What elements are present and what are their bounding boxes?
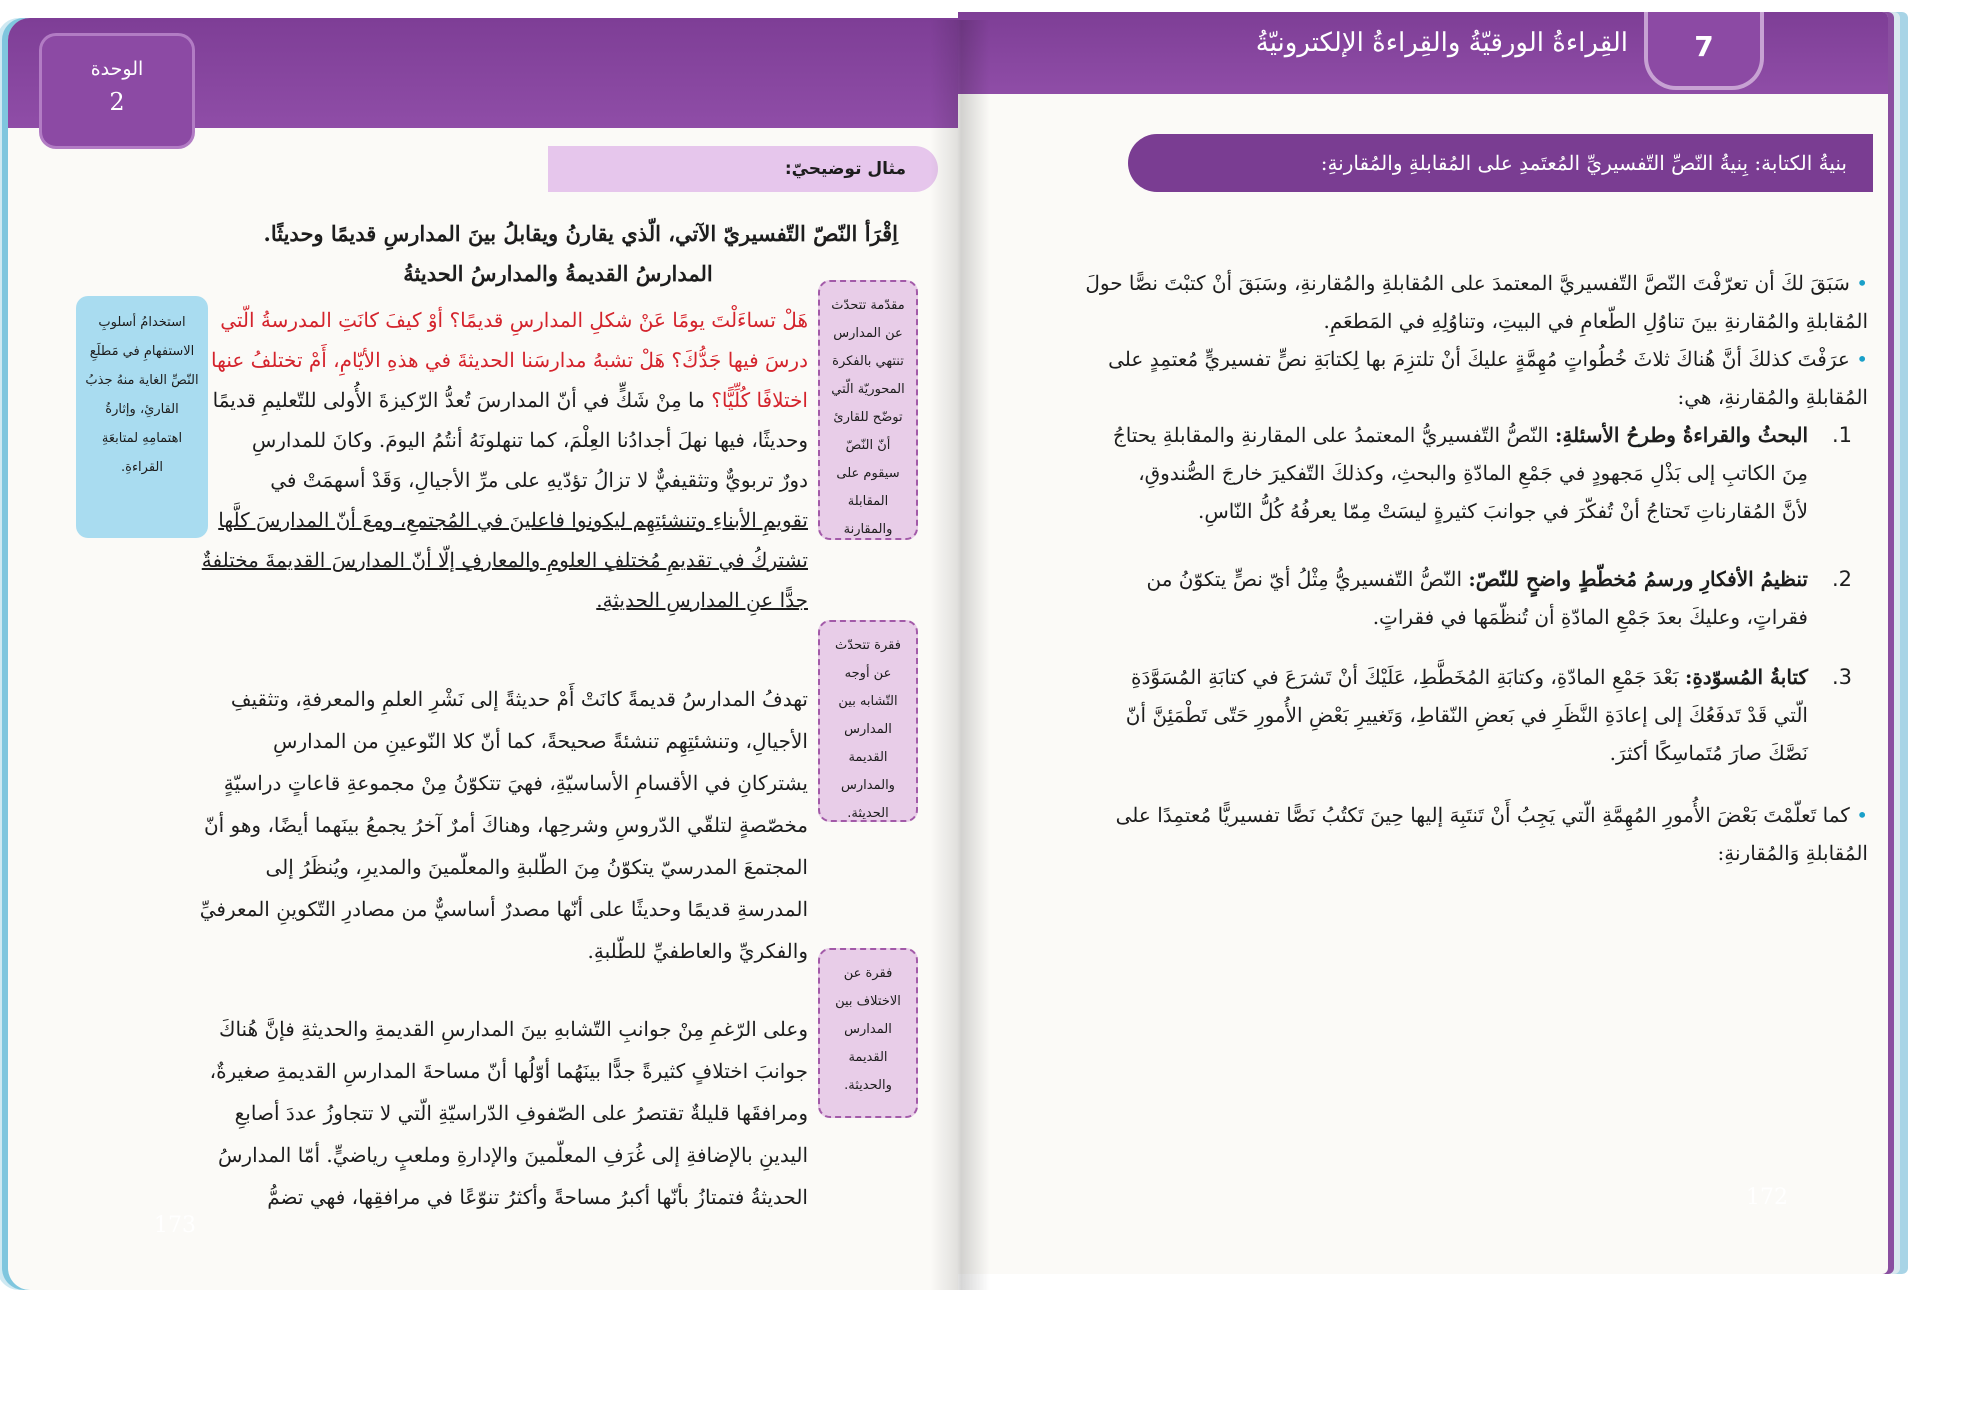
step-2-number: 2. [1831, 567, 1852, 591]
bullet-1 [1078, 264, 1868, 340]
text-title: المدارسُ القديمةُ والمدارسُ الحديثةُ [403, 261, 713, 286]
right-page-number: 172 [1728, 1162, 1806, 1234]
side-note-differences: فقرة عن الاختلاف بين المدارس القديمة والحديثة. [818, 948, 918, 1118]
intro-line-4: وحديثًا، فيها نهلَ أجدادُنا العِلْمَ، كما تنهلونَهُ أنتُمُ اليومَ. وكانَ للمدارسِ [251, 428, 808, 452]
step-3-body: بَعْدَ جَمْعِ المادّةِ، وكتابَةِ المُخَطَّطِ، عَلَيْكَ أنْ تَشرَعَ في كتابَةِ المُسَوَّدَةِ الّتي قَدْ تَدفَعُكَ إلى إعادَةِ النَّظَرِ في بَعضِ النّقاطِ، وَتَغييرِ بَعْضِ الأُمورِ حَتّى تَطْمَئِنَّ أنّ نَصَّكَ صارَ مُتَماسِكًا أكثرَ. [1125, 665, 1808, 765]
step-1-body: النّصُّ التّفسيريُّ المعتمدُ على المقارنةِ والمقابلةِ يحتاجُ مِنَ الكاتبِ إلى بَذْلِ مَجهودٍ في جَمْعِ المادّةِ والبحثِ، وكذلكَ التّفكيرَ خارجَ الصُّندوقِ، لأنَّ المُقارناتِ تَحتاجُ أنْ تُفكّرَ في جوانبَ كثيرةٍ ليسَتْ مِمّا يعرفُهُ كُلُّ النّاسِ. [1112, 423, 1808, 523]
bullet-1-text: سَبَقَ لكَ أن تعرّفْتَ النّصَّ التّفسيريَّ المعتمدَ على المُقابلةِ والمُقارنةِ، وسَبَقَ أنْ كتبْتَ نصًّا حولَ المُقابلةِ والمُقارنةِ بينَ تناوُلِ الطّعامِ في البيتِ، وتناوُلِهِ في المَطعَمِ. [1085, 271, 1868, 333]
bullet-3 [1078, 796, 1868, 872]
intro-line-2: درسَ فيها جَدُّكَ؟ هَلْ تشبهُ مدارسَنا الحديثةَ في هذهِ الأيّامِ، أَمْ تختلفُ عنها [211, 348, 808, 372]
intro-line-6: تقويمِ الأبناءِ وتنشئتِهِم ليكونوا فاعلينَ في المُجتمعِ، ومعَ أنّ المدارسَ كلَّها [218, 508, 808, 532]
unit-label: الوحدة [90, 58, 144, 80]
bullet-dot: • [1856, 803, 1868, 827]
left-page [8, 18, 958, 1290]
chapter-number: 7 [1648, 12, 1760, 86]
step-3 [1108, 658, 1852, 772]
unit-badge [42, 36, 192, 146]
step-3-number: 3. [1831, 665, 1852, 689]
instruction: اِقْرَأ النّصّ التّفسيريّ الآتي، الّذي يقارنُ ويقابلُ بينَ المدارسِ قديمًا وحديثًا. [263, 221, 898, 246]
blue-note-question-style: استخدامُ أسلوبِ الاستفهامِ في مَطلَعِ النّصِّ الغاية منهُ جذبُ القارئِ، وإثارةُ اهتمامِهِ لمتابعَةِ القراءةِ. [76, 296, 208, 538]
intro-line-3 [168, 380, 808, 420]
intro-line-7: تشتركُ في تقديمِ مُختلفِ العلومِ والمعارفِ إلّا أنّ المدارسَ القديمةَ مختلفةٌ [201, 548, 808, 572]
intro-line-1: هَلْ تساءَلْتَ يومًا عَنْ شكلِ المدارسِ قديمًا؟ أوْ كيفَ كانَتِ المدرسةُ الّتي [220, 308, 808, 332]
bullet-dot: • [1856, 347, 1868, 371]
intro-line-3-rest: ما مِنْ شَكٍّ في أنّ المدارسَ تُعدُّ الرّكيزةَ الأُولى للتّعليمِ قديمًا [212, 388, 712, 412]
section-title: بنيةُ الكتابة: بِنيةُ النّصِّ التّفسيريِّ المُعتَمدِ على المُقابلةِ والمُقارنةِ: [1128, 134, 1873, 192]
intro-question-end: اختلافًا كُلِّيًّا؟ [711, 388, 808, 412]
intro-line-5: دورٌ تربويٌّ وتثقيفيٌّ لا تزالُ تؤدّيهِ على مرِّ الأجيالِ، وَقَدْ أسهمَتْ في [270, 468, 808, 492]
bullet-dot: • [1856, 271, 1868, 295]
book-spine [930, 20, 990, 1290]
side-note-introduction: مقدّمة تتحدّث عن المدارس تنتهي بالفكرة المحوريّة الّتي توضّح للقارئ أنّ النّصّ سيقوم على المقابلة والمقارنة [818, 280, 918, 540]
left-page-number: 173 [136, 1190, 214, 1262]
right-page [958, 12, 1888, 1274]
step-2-heading: تنظيمُ الأفكارِ ورسمُ مُخطّطٍ واضحٍ للنّصّ: [1468, 567, 1808, 591]
step-1-number: 1. [1831, 423, 1852, 447]
unit-number: 2 [109, 88, 125, 116]
step-2-body: النّصُّ التّفسيريُّ مِثْلُ أيّ نصٍّ يتكوّنُ من فقراتٍ، وعليكَ بعدَ جَمْعِ المادّةِ أن تُنظّمَها في فقراتٍ. [1146, 567, 1808, 629]
side-note-similarities: فقرة تتحدّث عن أوجه التّشابه بين المدارس القديمة والمدارس الحديثة. [818, 620, 918, 822]
bullet-2 [1078, 340, 1868, 416]
step-2 [1108, 560, 1852, 636]
intro-line-8: جدًّا عنِ المدارسِ الحديثةِ. [596, 588, 808, 612]
step-3-heading: كتابةُ المُسوّدةِ: [1684, 665, 1808, 689]
paragraph-differences: وعلى الرّغمِ مِنْ جوانبِ التّشابهِ بينَ المدارسِ القديمةِ والحديثةِ فإنَّ هُناكَ جوانبَ اختلافٍ كثيرةً جدًّا بينَهُما أوّلُها أنّ مساحةَ المدارسِ القديمةِ صغيرةٌ، ومرافقَها قليلةٌ تقتصرُ على الصّفوفِ الدّراسيّةِ الّتي لا تتجاوزُ عددَ أصابعِ اليدينِ بالإضافةِ إلى غُرَفِ المعلّمينَ والإدارةِ وملعبٍ رياضيٍّ. أمّا المدارسُ الحديثةُ فتمتازُ بأنّها أكبرُ مساحةً وأكثرُ تنوّعًا في مرافقِها، فهي تضمُّ [209, 1017, 808, 1209]
step-1 [1108, 416, 1852, 530]
bullet-3-text: كما تَعلّمْتَ بَعْضَ الأُمورِ المُهِمَّةِ الّتي يَجِبُ أَنْ تَنتَبِهَ إليها حِينَ تَكتُبُ نَصًّا تفسيريًّا مُعتمِدًا على المُقابلةِ وَالمُقارنةِ: [1115, 803, 1868, 865]
bullet-2-text: عرَفْتَ كذلكَ أنَّ هُناكَ ثلاثَ خُطُواتٍ مُهِمَّةٍ عليكَ أنْ تلتزِمَ بها لِكتابَةِ نصٍّ تفسيريٍّ مُعتمِدٍ على المُقابلةِ والمُقارنةِ، هي: [1108, 347, 1868, 409]
paragraph-similarities: تهدفُ المدارسُ قديمةً كانَتْ أَمْ حديثةً إلى نَشْرِ العلمِ والمعرفةِ، وتثقيفِ الأجيالِ، وتنشئتِهِم تنشئةً صحيحةً، كما أنّ كلا النّوعينِ من المدارسِ يشتركانِ في الأقسامِ الأساسيّةِ، فهيَ تتكوّنُ مِنْ مجموعةِ قاعاتٍ دراسيّةٍ مخصّصةٍ لتلقّي الدّروسِ وشرحِها، وهناكَ أمرٌ آخرُ يجمعُ بينَهما أيضًا، وهو أنّ المجتمعَ المدرسيّ يتكوّنُ مِنَ الطّلبةِ والمعلّمينَ والمديرِ، ويُنظَرُ إلى المدرسةِ قديمًا وحديثًا على أنّها مصدرٌ أساسيٌّ من مصادرِ التّكوينِ المعرفيِّ والفكريِّ والعاطفيِّ للطّلبةِ. [199, 687, 808, 963]
example-label: مثال توضيحيّ: [548, 146, 938, 192]
step-1-heading: البحثُ والقراءةُ وطرحُ الأسئلةِ: [1554, 423, 1808, 447]
chapter-title: القِراءةُ الورقيّةُ والقِراءةُ الإلكترونيّةُ [1255, 28, 1628, 58]
